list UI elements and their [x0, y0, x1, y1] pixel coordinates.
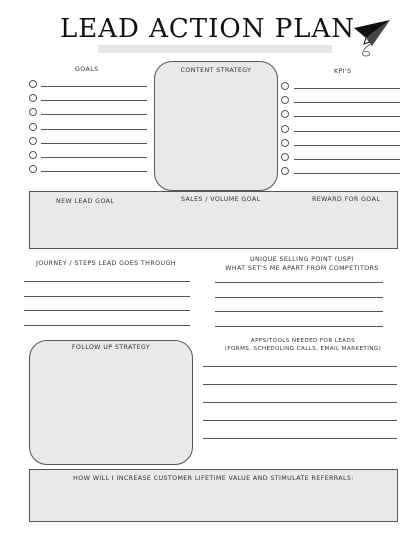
kpi-line[interactable] [294, 159, 400, 160]
kpi-checkbox[interactable] [281, 82, 289, 90]
goal-checkbox[interactable] [29, 94, 37, 102]
goal-checkbox[interactable] [29, 137, 37, 145]
journey-label: JOURNEY / STEPS LEAD GOES THROUGH [36, 260, 176, 267]
apps-label: APPS/TOOLS NEEDED FOR LEADS [250, 338, 356, 344]
journey-line[interactable] [24, 296, 190, 297]
goal-line[interactable] [41, 129, 147, 130]
goals-label: GOALS [75, 66, 99, 73]
apps-sublabel: (FORMS, SCHEDULING CALLS, EMAIL MARKETING) [224, 346, 382, 352]
goal-checkbox[interactable] [29, 108, 37, 116]
follow-up-label: FOLLOW UP STRATEGY [71, 344, 151, 351]
page-title: LEAD ACTION PLAN [60, 14, 356, 44]
goal-line[interactable] [41, 157, 147, 158]
usp-line[interactable] [215, 311, 383, 312]
goal-line[interactable] [41, 143, 147, 144]
kpi-line[interactable] [294, 116, 400, 117]
title-underline [98, 45, 332, 53]
goal-line[interactable] [41, 86, 147, 87]
kpi-checkbox[interactable] [281, 96, 289, 104]
follow-up-box[interactable] [29, 340, 193, 465]
usp-label: UNIQUE SELLING POINT (USP) [249, 256, 355, 263]
goal-checkbox[interactable] [29, 165, 37, 173]
apps-line[interactable] [203, 438, 397, 439]
kpi-line[interactable] [294, 145, 400, 146]
journey-line[interactable] [24, 325, 190, 326]
content-strategy-box[interactable] [154, 61, 278, 191]
usp-line[interactable] [215, 297, 383, 298]
paper-plane-icon [352, 18, 392, 58]
goal-line[interactable] [41, 100, 147, 101]
apps-line[interactable] [203, 366, 397, 367]
sales-volume-goal-label: SALES / VOLUME GOAL [181, 196, 261, 203]
apps-line[interactable] [203, 402, 397, 403]
kpi-line[interactable] [294, 88, 400, 89]
journey-line[interactable] [24, 310, 190, 311]
apps-line[interactable] [203, 384, 397, 385]
kpi-checkbox[interactable] [281, 125, 289, 133]
kpis-label: KPI'S [334, 68, 352, 75]
goal-checkbox[interactable] [29, 123, 37, 131]
kpi-checkbox[interactable] [281, 110, 289, 118]
kpi-checkbox[interactable] [281, 153, 289, 161]
referrals-label: HOW WILL I INCREASE CUSTOMER LIFETIME VALUE AND STIMULATE REFERRALS: [73, 475, 354, 482]
new-lead-goal-label: NEW LEAD GOAL [56, 198, 115, 205]
goal-line[interactable] [41, 114, 147, 115]
apps-line[interactable] [203, 420, 397, 421]
goal-checkbox[interactable] [29, 151, 37, 159]
usp-line[interactable] [215, 326, 383, 327]
goal-line[interactable] [41, 171, 147, 172]
kpi-line[interactable] [294, 102, 400, 103]
kpi-line[interactable] [294, 173, 400, 174]
kpi-checkbox[interactable] [281, 139, 289, 147]
content-strategy-label: CONTENT STRATEGY [180, 67, 252, 74]
goal-checkbox[interactable] [29, 80, 37, 88]
journey-line[interactable] [24, 281, 190, 282]
reward-for-goal-label: REWARD FOR GOAL [312, 196, 381, 203]
usp-sublabel: WHAT SET'S ME APART FROM COMPETITORS [225, 265, 379, 272]
kpi-checkbox[interactable] [281, 167, 289, 175]
kpi-line[interactable] [294, 131, 400, 132]
usp-line[interactable] [215, 282, 383, 283]
